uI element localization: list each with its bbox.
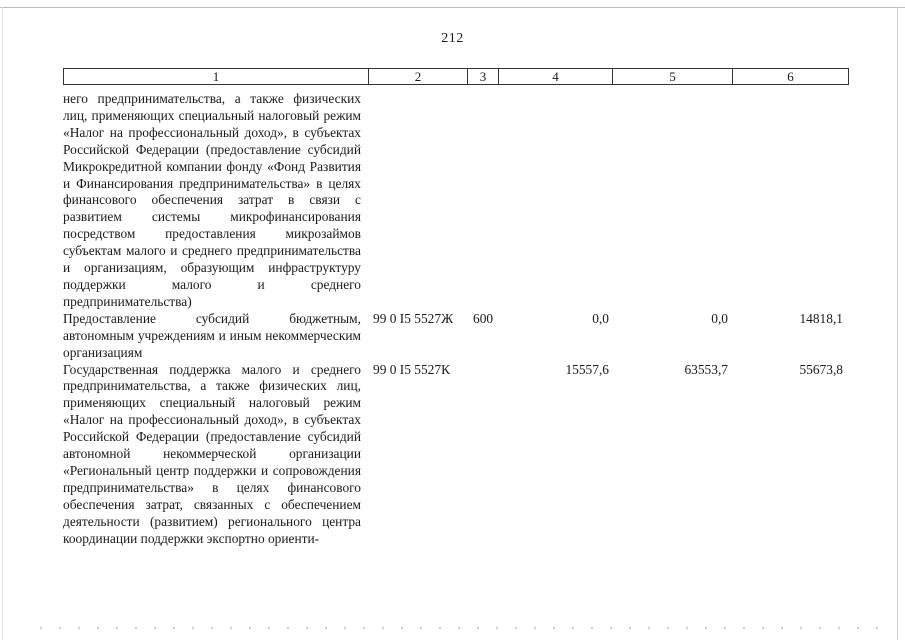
- table-row: [63, 310, 843, 362]
- header-col-5: 5: [613, 69, 733, 84]
- row-description: Предоставление субсидий бюджетным, автономным учреждениям и иным некоммерческим организациям: [63, 310, 361, 360]
- header-col-1: 1: [64, 69, 369, 84]
- row-expense-type: 600: [473, 310, 494, 326]
- row-value-col-5: 0,0: [711, 310, 728, 326]
- row-value-col-4: 0,0: [592, 310, 609, 326]
- row-value-col-4: 15557,6: [565, 361, 609, 377]
- table-row: [63, 91, 361, 311]
- row-description: Государственная поддержка малого и среднего предпринимательства, а также физических лиц, применяющих специальный налоговый режим «Налог на профессиональный доход», в субъектах Российской Федерации (предоставление субсидий автономной некоммерческой организации «Региональный центр поддержки и сопровождения предпринимательства» в целях финансового обеспечения затрат, связанных с обеспечением деятельности (развитием) регионального центра координации поддержки экспортно ориенти-: [63, 361, 361, 546]
- scan-frame-left: [2, 7, 3, 640]
- scan-frame-right: [897, 7, 898, 640]
- row-budget-code: 99 0 I5 5527К: [373, 361, 450, 377]
- row-budget-code: 99 0 I5 5527Ж: [373, 310, 454, 326]
- table-header-row: [63, 68, 849, 85]
- header-col-2: 2: [369, 69, 468, 84]
- header-col-3: 3: [468, 69, 499, 84]
- scan-frame-top: [0, 7, 905, 8]
- table-row: [63, 361, 843, 548]
- scan-noise-line: [40, 627, 890, 629]
- header-col-4: 4: [499, 69, 613, 84]
- row-description: него предпринимательства, а также физических лиц, применяющих специальный налоговый режим «Налог на профессиональный доход», в субъектах Российской Федерации (предоставление субсидий Микрокредитной компании фонду «Фонд Развития и Финансирования предпринимательства» в целях финансового обеспечения затрат в связи с развитием системы микрофинансирования посредством предоставления микрозаймов субъектам малого и среднего предпринимательства и организациям, образующим инфраструктуру поддержки малого и среднего предпринимательства): [63, 91, 361, 309]
- row-value-col-6: 14818,1: [799, 310, 843, 326]
- row-value-col-6: 55673,8: [799, 361, 843, 377]
- row-value-col-5: 63553,7: [684, 361, 728, 377]
- header-col-6: 6: [787, 69, 794, 84]
- table-body: [63, 91, 843, 547]
- page-number: 212: [441, 31, 464, 46]
